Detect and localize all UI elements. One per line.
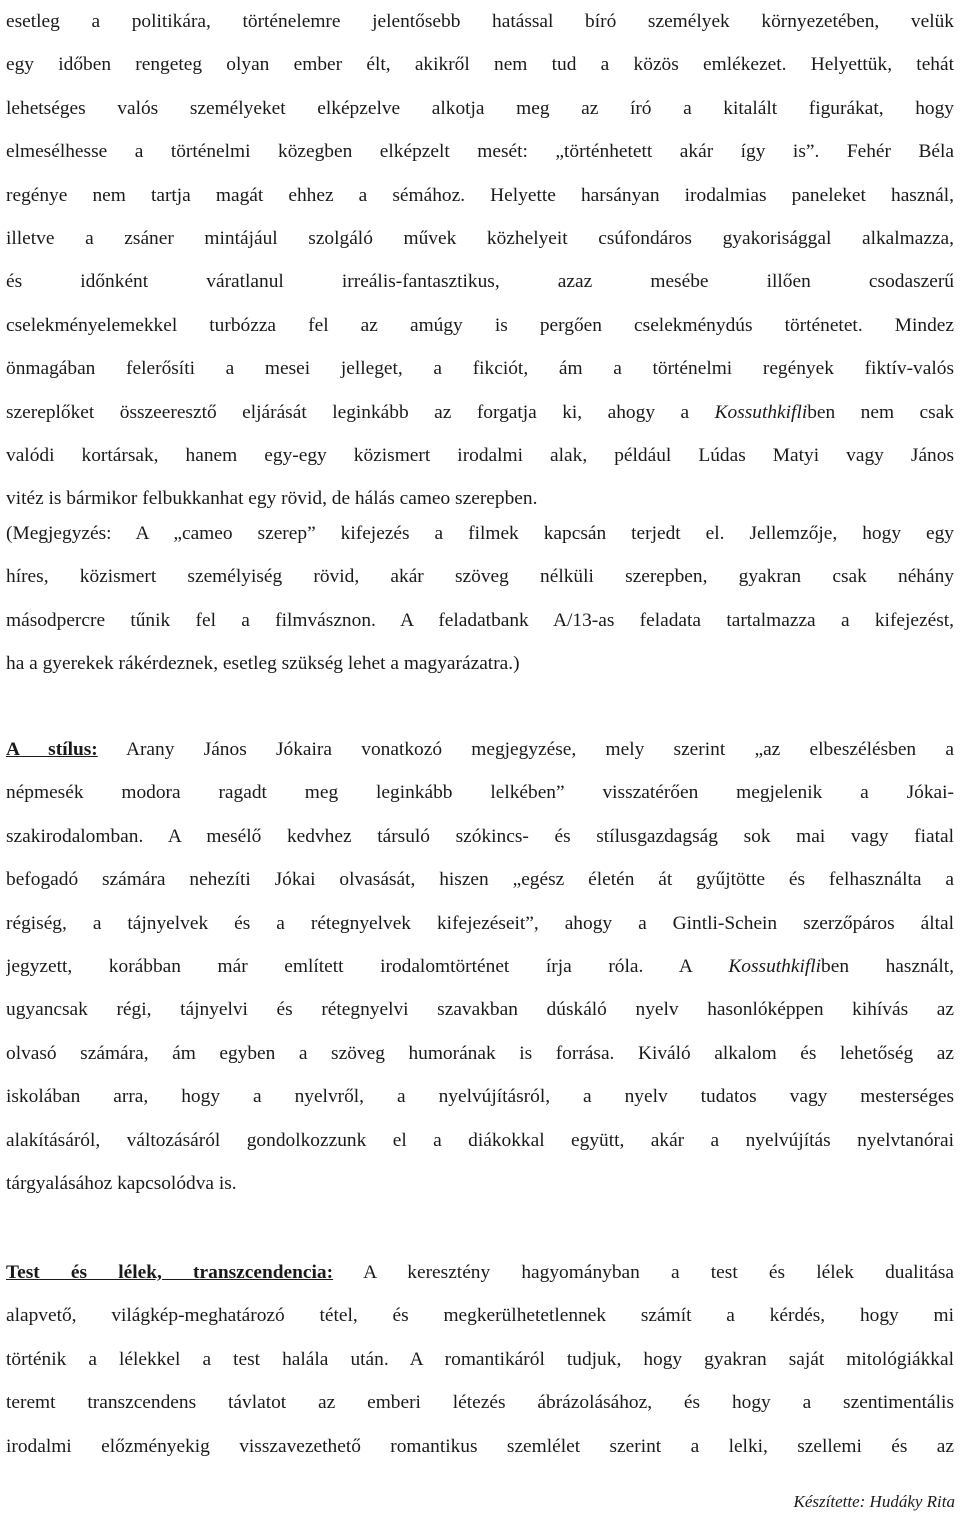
text-segment: ben nem csak — [807, 401, 954, 423]
text-line: lehetséges valós személyeket elképzelve alkotja meg az író a kitalált figurákat, hogy — [6, 97, 954, 119]
text-line: szakirodalomban. A mesélő kedvhez társuló szókincs- és stílusgazdagság sok mai vagy fiatal — [6, 825, 954, 847]
text-line: olvasó számára, ám egyben a szöveg humorának is forrása. Kiváló alkalom és lehetőség az — [6, 1042, 954, 1064]
text-line: iskolában arra, hogy a nyelvről, a nyelvújításról, a nyelv tudatos vagy mesterséges — [6, 1086, 954, 1108]
text-line: másodpercre tűnik fel a filmvásznon. A feladatbank A/13-as feladata tartalmazza a kifejezést, — [6, 609, 954, 631]
text-line: regénye nem tartja magát ehhez a sémához. Helyette harsányan irodalmias paneleket használ, — [6, 184, 954, 206]
text-line: tárgyalásához kapcsolódva is. — [6, 1172, 237, 1194]
book-title-italic: Kossuthkifli — [728, 955, 822, 977]
text-segment: A keresztény hagyományban a test és lélek dualitása — [333, 1262, 954, 1283]
text-line: elmesélhesse a történelmi közegben elképzelt mesét: „történhetett akár így is”. Fehér Béla — [6, 141, 954, 163]
text-line: ha a gyerekek rákérdeznek, esetleg szükség lehet a magyarázatra.) — [6, 653, 520, 675]
text-line: vitéz is bármikor felbukkanhat egy rövid, de hálás cameo szerepben. — [6, 488, 538, 510]
book-title-italic: Kossuthkifli — [714, 401, 808, 423]
text-line: ugyancsak régi, tájnyelvi és rétegnyelvi szavakban dúskáló nyelv hasonlóképpen kihívás az — [6, 999, 954, 1021]
text-line — [6, 1251, 954, 1294]
text-line: híres, közismert személyiség rövid, akár szöveg nélküli szerepben, gyakran csak néhány — [6, 566, 954, 588]
text-segment: szereplőket összeeresztő eljárását leginkább az forgatja ki, ahogy a — [6, 401, 715, 423]
text-segment: Arany János Jókaira vonatkozó megjegyzése, mely szerint „az elbeszélésben a — [97, 739, 954, 760]
text-line: teremt transzcendens távlatot az emberi létezés ábrázolásához, és hogy a szentimentális — [6, 1392, 954, 1414]
section-heading: Test és lélek, transzcendencia: — [6, 1262, 334, 1283]
text-line: népmesék modora ragadt meg leginkább lelkében” visszatérően megjelenik a Jókai- — [6, 782, 954, 804]
text-line: önmagában felerősíti a mesei jelleget, a fikciót, ám a történelmi regények fiktív-valós — [6, 358, 954, 380]
text-segment: jegyzett, korábban már említett irodalomtörténet írja róla. A — [6, 955, 729, 977]
paragraph-main — [6, 0, 954, 521]
text-line: cselekményelemekkel turbózza fel az amúgy is pergően cselekménydús történetet. Mindez — [6, 314, 954, 336]
text-line: illetve a zsáner mintájául szolgáló művek közhelyeit csúfondáros gyakorisággal alkalmazza, — [6, 227, 954, 249]
text-line: régiség, a tájnyelvek és a rétegnyelvek kifejezéseit”, ahogy a Gintli-Schein szerzőpáros által — [6, 912, 954, 934]
note-paragraph — [6, 512, 954, 686]
text-segment: ben használt, — [821, 955, 954, 977]
text-line: esetleg a politikára, történelemre jelentősebb hatással bíró személyek környezetében, velük — [6, 11, 954, 32]
text-line: és időnként váratlanul irreális-fantasztikus, azaz mesébe illően csodaszerű — [6, 271, 954, 293]
text-line: egy időben rengeteg olyan ember élt, akikről nem tud a közös emlékezet. Helyettük, tehát — [6, 54, 954, 76]
text-line: valódi kortársak, hanem egy-egy közismert irodalmi alak, például Lúdas Matyi vagy János — [6, 444, 954, 466]
text-line: alapvető, világkép-meghatározó tétel, és megkerülhetetlennek számít a kérdés, hogy mi — [6, 1305, 954, 1327]
text-line — [6, 391, 954, 434]
author-footer: Készítette: Hudáky Rita — [793, 1492, 955, 1511]
body-soul-section — [6, 1251, 954, 1468]
text-line — [6, 945, 954, 988]
text-line: irodalmi előzményekig visszavezethető romantikus szemlélet szerint a lelki, szellemi és az — [6, 1435, 954, 1457]
text-line: (Megjegyzés: A „cameo szerep” kifejezés a filmek kapcsán terjedt el. Jellemzője, hogy egy — [6, 523, 954, 544]
text-line — [6, 728, 954, 771]
section-heading: A stílus: — [6, 739, 98, 760]
text-line: alakításáról, változásáról gondolkozzunk el a diákokkal együtt, akár a nyelvújítás nyelvtanórai — [6, 1129, 954, 1151]
text-line: befogadó számára nehezíti Jókai olvasását, hiszen „egész életén át gyűjtötte és felhasználta a — [6, 869, 954, 891]
style-section — [6, 728, 954, 1205]
text-line: történik a lélekkel a test halála után. A romantikáról tudjuk, hogy gyakran saját mitológiákkal — [6, 1348, 954, 1370]
